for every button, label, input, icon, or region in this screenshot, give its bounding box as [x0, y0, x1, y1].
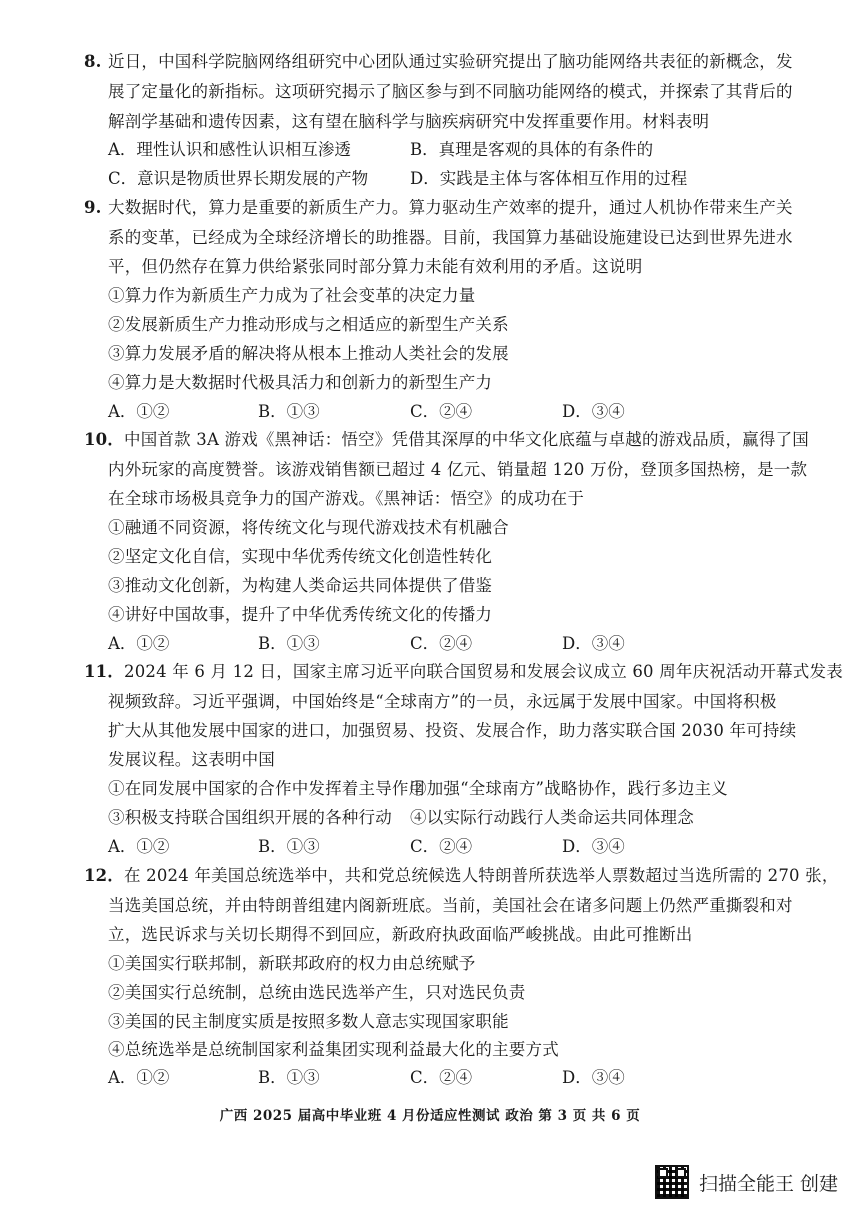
option-1: ①在同发展中国家的合作中发挥着主导作用 — [108, 779, 426, 798]
question-stem-line: 中国首款 3A 游戏《黑神话：悟空》凭借其深厚的中华文化底蕴与卓越的游戏品质，赢得了国 — [124, 430, 810, 449]
question-number: 10． — [84, 430, 125, 449]
choice-d[interactable]: D．实践是主体与客体相互作用的过程 — [410, 169, 688, 188]
option-4: ④讲好中国故事，提升了中华优秀传统文化的传播力 — [108, 605, 493, 624]
question-stem-line: 大数据时代，算力是重要的新质生产力。算力驱动生产效率的提升，通过人机协作带来生产关 — [108, 198, 793, 217]
watermark-text: 扫描全能王 创建 — [698, 1172, 838, 1195]
question-stem-line: 发展议程。这表明中国 — [108, 750, 275, 769]
option-3: ③积极支持联合国组织开展的各种行动 — [108, 808, 392, 827]
choice-d[interactable]: D．③④ — [562, 1068, 625, 1087]
option-2: ②美国实行总统制，总统由选民选举产生，只对选民负责 — [108, 983, 526, 1002]
choice-a[interactable]: A．①② — [108, 402, 170, 421]
question-stem-line: 解剖学基础和遗传因素，这有望在脑科学与脑疾病研究中发挥重要作用。材料表明 — [108, 112, 710, 131]
option-3: ③算力发展矛盾的解决将从根本上推动人类社会的发展 — [108, 344, 509, 363]
choice-c[interactable]: C．②④ — [410, 837, 473, 856]
question-number: 12． — [84, 866, 125, 885]
option-2: ②加强“全球南方”战略协作，践行多边主义 — [410, 779, 728, 798]
choice-c[interactable]: C．②④ — [410, 634, 473, 653]
option-1: ①美国实行联邦制，新联邦政府的权力由总统赋予 — [108, 954, 476, 973]
option-3: ③推动文化创新，为构建人类命运共同体提供了借鉴 — [108, 576, 493, 595]
question-stem-line: 系的变革，已经成为全球经济增长的助推器。目前，我国算力基础设施建设已达到世界先进水 — [108, 228, 793, 247]
choice-b[interactable]: B．①③ — [258, 1068, 320, 1087]
question-stem-line: 当选美国总统，并由特朗普组建内阁新班底。当前，美国社会在诸多问题上仍然严重撕裂和对 — [108, 896, 793, 915]
question-number: 9. — [84, 198, 102, 217]
choice-c[interactable]: C．②④ — [410, 1068, 473, 1087]
question-stem-line: 近日，中国科学院脑网络组研究中心团队通过实验研究提出了脑功能网络共表征的新概念，发 — [108, 52, 793, 71]
option-4: ④以实际行动践行人类命运共同体理念 — [410, 808, 694, 827]
option-3: ③美国的民主制度实质是按照多数人意志实现国家职能 — [108, 1012, 509, 1031]
question-stem-line: 立，选民诉求与关切长期得不到回应，新政府执政面临严峻挑战。由此可推断出 — [108, 925, 693, 944]
option-1: ①融通不同资源，将传统文化与现代游戏技术有机融合 — [108, 518, 509, 537]
question-number: 11． — [84, 662, 125, 681]
choice-a[interactable]: A．①② — [108, 837, 170, 856]
question-stem-line: 展了定量化的新指标。这项研究揭示了脑区参与到不同脑功能网络的模式，并探索了其背后的 — [108, 82, 793, 101]
choice-c[interactable]: C．意识是物质世界长期发展的产物 — [108, 169, 369, 188]
question-stem-line: 平，但仍然存在算力供给紧张同时部分算力未能有效利用的矛盾。这说明 — [108, 257, 643, 276]
question-stem-line: 在 2024 年美国总统选举中，共和党总统候选人特朗普所获选举人票数超过当选所需的 270 张， — [124, 866, 839, 885]
qr-code-icon — [655, 1165, 689, 1199]
question-stem-line: 扩大从其他发展中国家的进口，加强贸易、投资、发展合作，助力落实联合国 2030 年可持续 — [108, 721, 797, 740]
choice-a[interactable]: A．①② — [108, 1068, 170, 1087]
question-stem-line: 2024 年 6 月 12 日，国家主席习近平向联合国贸易和发展会议成立 60 周年庆祝活动开幕式发表 — [124, 662, 843, 681]
choice-c[interactable]: C．②④ — [410, 402, 473, 421]
option-2: ②坚定文化自信，实现中华优秀传统文化创造性转化 — [108, 547, 493, 566]
choice-b[interactable]: B．真理是客观的具体的有条件的 — [410, 140, 654, 159]
option-1: ①算力作为新质生产力成为了社会变革的决定力量 — [108, 286, 476, 305]
question-stem-line: 内外玩家的高度赞誉。该游戏销售额已超过 4 亿元、销量超 120 万份，登顶多国热榜，是一款 — [108, 460, 808, 479]
choice-d[interactable]: D．③④ — [562, 634, 625, 653]
question-stem-line: 在全球市场极具竞争力的国产游戏。《黑神话：悟空》的成功在于 — [108, 489, 585, 508]
option-4: ④总统选举是总统制国家利益集团实现利益最大化的主要方式 — [108, 1040, 559, 1059]
page-footer: 广西 2025 届高中毕业班 4 月份适应性测试 政治 第 3 页 共 6 页 — [219, 1108, 641, 1124]
choice-b[interactable]: B．①③ — [258, 634, 320, 653]
option-4: ④算力是大数据时代极具活力和创新力的新型生产力 — [108, 373, 493, 392]
scanner-watermark — [655, 1165, 838, 1199]
option-2: ②发展新质生产力推动形成与之相适应的新型生产关系 — [108, 315, 509, 334]
choice-d[interactable]: D．③④ — [562, 402, 625, 421]
choice-b[interactable]: B．①③ — [258, 837, 320, 856]
question-stem-line: 视频致辞。习近平强调，中国始终是“全球南方”的一员，永远属于发展中国家。中国将积极 — [108, 692, 777, 711]
choice-a[interactable]: A．①② — [108, 634, 170, 653]
choice-d[interactable]: D．③④ — [562, 837, 625, 856]
choice-a[interactable]: A．理性认识和感性认识相互渗透 — [108, 140, 351, 159]
question-number: 8. — [84, 52, 102, 71]
choice-b[interactable]: B．①③ — [258, 402, 320, 421]
